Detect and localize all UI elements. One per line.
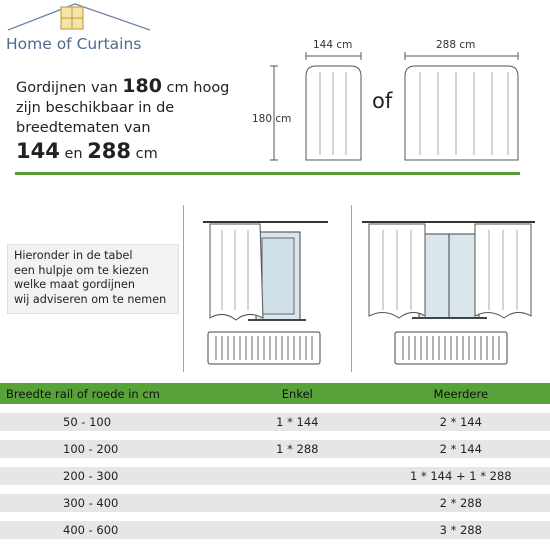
note-line: welke maat gordijnen <box>14 278 135 291</box>
header-single: Enkel <box>223 383 372 404</box>
cell-rail-width: 400 - 600 <box>0 521 223 539</box>
cell-rail-width: 100 - 200 <box>0 440 223 458</box>
window-multiple-curtains-illustration <box>357 210 547 370</box>
height-value: 180 <box>122 75 162 97</box>
note-line: een hulpje om te kiezen <box>14 263 149 277</box>
cell-single <box>223 494 372 512</box>
size-advice-table <box>0 383 550 539</box>
label-width-small: 144 cm <box>313 39 353 51</box>
table-row <box>0 467 550 485</box>
headline-line-3: breedtematen van <box>16 120 151 136</box>
cell-single: 1 * 144 <box>223 413 372 431</box>
cell-multiple: 1 * 144 + 1 * 288 <box>372 467 550 485</box>
window-single-curtain-illustration <box>188 210 353 370</box>
headline-line-1: Gordijnen van 180 cm hoog <box>16 75 230 97</box>
cell-multiple: 2 * 144 <box>372 413 550 431</box>
cell-single <box>223 467 372 485</box>
table-header-row <box>0 383 550 404</box>
headline-line-2: zijn beschikbaar in de <box>16 100 175 116</box>
label-width-large: 288 cm <box>436 39 476 51</box>
cell-single <box>223 521 372 539</box>
width-small-value: 144 <box>16 139 60 163</box>
headline-line-4: 144 en 288 cm <box>16 139 158 163</box>
header-multiple: Meerdere <box>372 383 550 404</box>
table-row <box>0 413 550 431</box>
column-separator-left <box>183 205 184 372</box>
width-large-value: 288 <box>87 139 132 163</box>
table-row <box>0 521 550 539</box>
cell-multiple: 2 * 144 <box>372 440 550 458</box>
section-divider <box>15 172 520 175</box>
cell-rail-width: 50 - 100 <box>0 413 223 431</box>
table-row <box>0 440 550 458</box>
advice-note <box>7 244 179 314</box>
curtain-size-diagram <box>0 0 550 170</box>
or-label: of <box>372 89 393 113</box>
header-rail-width: Breedte rail of roede in cm <box>0 383 223 404</box>
brand-name: Home of Curtains <box>6 35 142 53</box>
cell-single: 1 * 288 <box>223 440 372 458</box>
note-line: Hieronder in de tabel <box>14 249 133 262</box>
note-line: wij adviseren om te nemen <box>14 292 167 306</box>
cell-rail-width: 200 - 300 <box>0 467 223 485</box>
label-height: 180 cm <box>252 113 292 125</box>
cell-multiple: 3 * 288 <box>372 521 550 539</box>
cell-rail-width: 300 - 400 <box>0 494 223 512</box>
table-row <box>0 494 550 512</box>
cell-multiple: 2 * 288 <box>372 494 550 512</box>
